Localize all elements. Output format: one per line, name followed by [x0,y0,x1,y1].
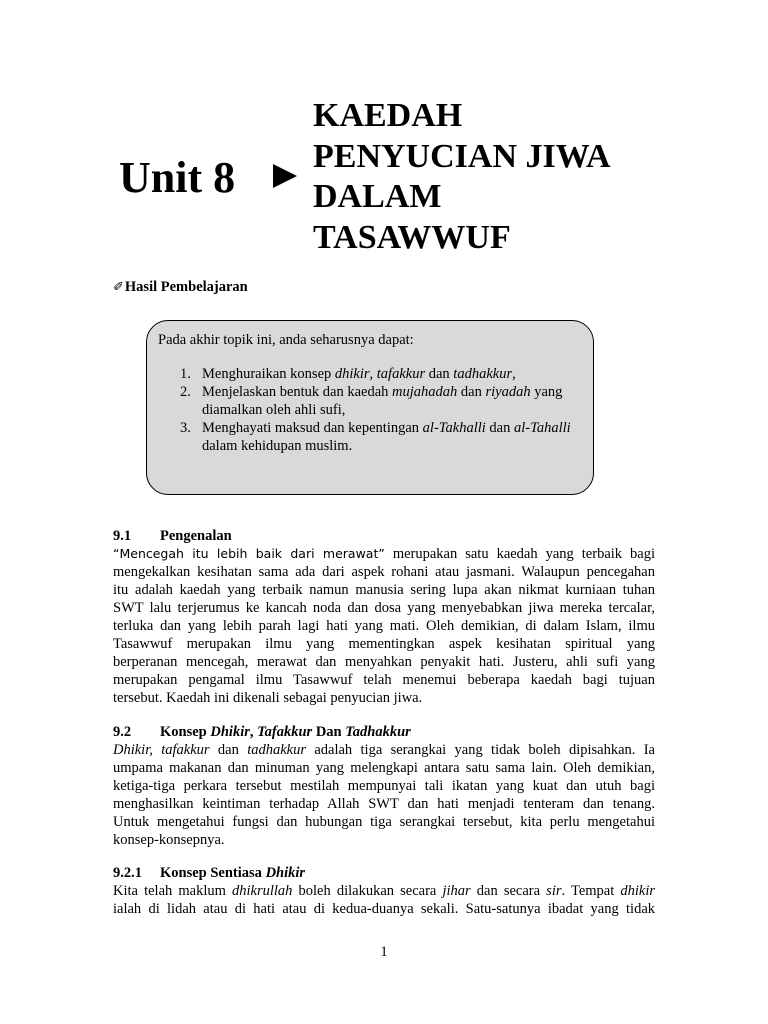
text-line: merupakan pengamal ilmu Tasawwuf telah menemui beberapa kaedah bagi tujuan [113,672,655,688]
play-arrow-icon [273,164,297,188]
objective-item: 1. Menghuraikan konsep dhikir, tafakkur dan tadhakkur, [180,366,516,382]
text-line: Untuk mengetahui fungsi dan hubungan tiga serangkai tersebut, kita perlu mengetahui [113,814,655,830]
text-line: terluka dan yang lebih parah lagi hati yang mati. Oleh demikian, di dalam Islam, ilmu [113,618,655,634]
pencil-icon: ✐ [113,279,124,294]
text-line: tersebut. Kaedah ini dikenali sebagai penyucian jiwa. [113,690,423,706]
text-line: ketiga-tiga perkara tersebut mestilah mempunyai tali ikatan yang kuat dan utuh bagi [113,778,655,794]
text-line: konsep-konsepnya. [113,832,225,848]
objective-item-continuation: dalam kehidupan muslim. [202,438,353,454]
title-line: KAEDAH [313,97,463,134]
objectives-box [146,320,594,495]
text-line: umpama makanan dan minuman yang melengkapi antara satu sama lain. Oleh demikian, [113,760,655,776]
text-line: Tasawwuf merupakan ilmu yang mementingkan aspek kesihatan spiritual yang [113,636,655,652]
paragraph [113,545,655,707]
text-line: Dhikir, tafakkur dan tadhakkur adalah tiga serangkai yang tidak boleh dipisahkan. Ia [113,742,655,758]
objective-number: 1. [180,366,191,382]
objective-number: 2. [180,384,191,400]
text-line: berperanan mencegah, merawat dan menyahkan penyakit hati. Justeru, ahli sufi yang [113,654,655,670]
text-line: ialah di lidah atau di hati atau di kedua-duanya sekali. Satu-satunya ibadat yang tidak [113,901,655,917]
section-heading: 9.2 Konsep Dhikir, Tafakkur Dan Tadhakkur [113,724,411,740]
objective-number: 3. [180,420,191,436]
paragraph [113,741,655,849]
title-line: DALAM [313,178,442,215]
section-number: 9.2.1 [113,865,142,881]
objective-item: 2. Menjelaskan bentuk dan kaedah mujahadah dan riyadah yang [180,384,563,400]
title-line: TASAWWUF [313,218,511,256]
section-title: Pengenalan [160,528,232,544]
section-number: 9.2 [113,724,132,740]
paragraph [113,882,655,918]
text-line: Kita telah maklum dhikrullah boleh dilakukan secara jihar dan secara sir. Tempat dhikir [113,883,655,899]
learning-outcomes-heading [113,278,248,296]
quote: “Mencegah itu lebih baik dari merawat” [113,546,385,561]
page-number: 1 [380,944,388,960]
unit-label: Unit 8 [119,153,236,202]
text-line: SWT lalu terjerumus ke kancah noda dan dosa yang menyebabkan jiwa mereka tercalar, [113,600,655,616]
learning-outcomes-label: Hasil Pembelajaran [124,279,248,295]
section-heading [113,527,655,545]
text-line: “Mencegah itu lebih baik dari merawat” merupakan satu kaedah yang terbaik bagi [113,546,655,562]
text-line: itu adalah kaedah yang terbaik namun manusia sering lupa akan nikmat kurniaan tuhan [113,582,655,598]
section-9-2 [113,723,655,849]
objectives-list [147,365,571,455]
section-heading: 9.2.1 Konsep Sentiasa Dhikir [113,865,306,881]
section-9-1 [113,527,655,707]
objectives-intro: Pada akhir topik ini, anda seharusnya dapat: [158,332,414,348]
title-line: PENYUCIAN JIWA [313,137,611,175]
objective-item: 3. Menghayati maksud dan kepentingan al-Takhalli dan al-Tahalli [180,420,571,436]
section-number: 9.1 [113,528,132,544]
unit-title [313,96,611,258]
text-line: mengekalkan kesihatan sama ada dari aspek rohani atau jasmani. Walaupun pencegahan [113,564,655,580]
text-line: menghasilkan keintiman terhadap Allah SWT dan hati menjadi tenteram dan tenang. [113,796,655,812]
objective-item-continuation: diamalkan oleh ahli sufi, [202,402,346,418]
section-9-2-1 [113,864,655,918]
